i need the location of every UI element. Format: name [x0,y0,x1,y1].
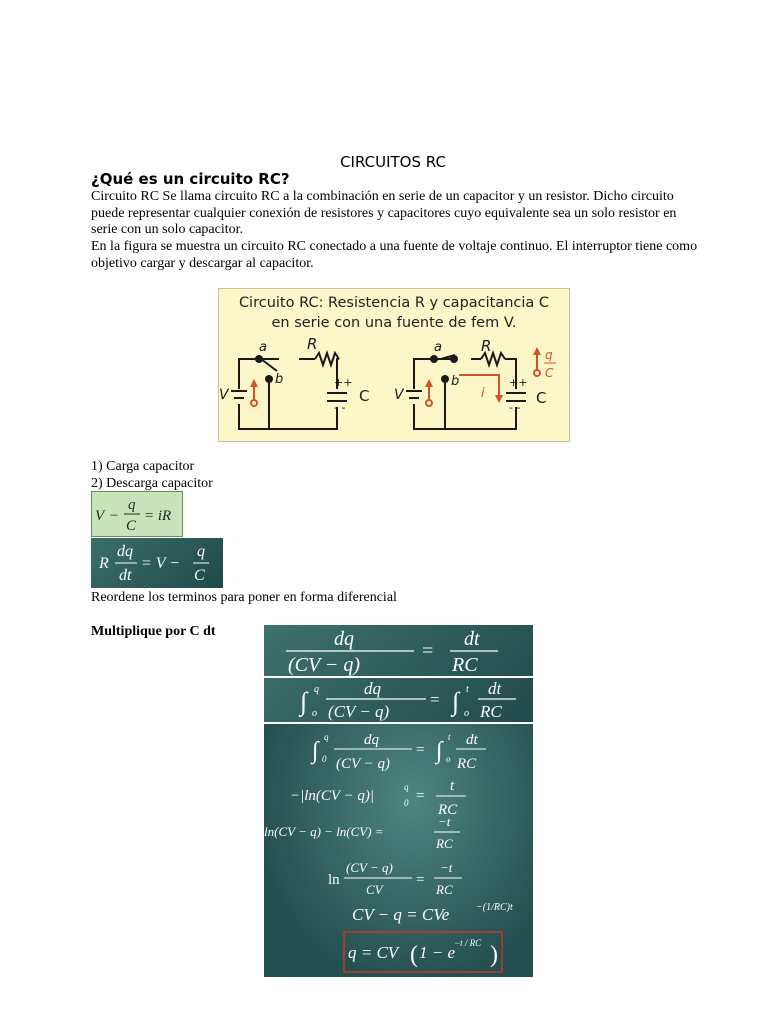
svg-text:dq: dq [117,543,133,560]
document-title: CIRCUITOS RC [340,153,446,171]
svg-text:q: q [324,732,329,742]
svg-text:o: o [312,708,317,719]
label-C-right: C [536,389,547,407]
svg-text:=: = [430,690,440,709]
svg-text:dt: dt [466,732,478,748]
svg-text:−|ln(CV − q)|: −|ln(CV − q)| [290,788,375,804]
svg-text:RC: RC [457,756,477,772]
svg-text:q: q [197,543,205,560]
svg-text:0: 0 [404,798,409,808]
label-minus-left: - - [334,401,346,414]
equation-kirchhoff-svg [92,492,182,536]
equation-derivation-svg [264,724,533,977]
label-minus-right: - - [509,401,521,414]
circuit-diagram [219,289,569,441]
svg-text:∫: ∫ [312,738,319,764]
figure-caption-line1: Circuito RC: Resistencia R y capacitancia C [238,295,550,311]
svg-text:ln: ln [328,872,340,888]
svg-text:C: C [126,518,137,534]
svg-text:(CV − q): (CV − q) [328,702,390,721]
equation-kirchhoff [91,491,183,537]
svg-text:q: q [314,684,319,695]
figure-caption-line2: en serie con una fuente de fem V. [271,315,517,331]
svg-text:dt: dt [119,567,132,584]
svg-text:o: o [464,708,469,719]
svg-text:(CV − q): (CV − q) [346,860,393,875]
svg-text:t: t [448,732,451,742]
circuit-figure [218,288,570,442]
svg-text:∫: ∫ [436,738,443,764]
svg-text:−t: −t [440,860,453,875]
svg-text:CV: CV [366,882,383,897]
list-item-discharge: 2) Descarga capacitor [91,476,213,491]
equation-differential [91,538,223,588]
list-item-charge: 1) Carga capacitor [91,459,195,474]
svg-text:= V −: = V − [141,555,181,572]
label-b-left: b [275,372,284,387]
svg-text:dq: dq [364,679,381,698]
svg-text:= iR: = iR [144,508,172,524]
svg-text:0: 0 [322,754,327,764]
svg-text:ln(CV − q) − ln(CV) =: ln(CV − q) − ln(CV) = [264,824,384,839]
svg-text:RC: RC [436,882,453,897]
multiply-instruction: Multiplique por C dt [91,624,216,639]
svg-text:t: t [466,684,469,695]
svg-text:dq: dq [334,628,354,650]
svg-text:(CV − q): (CV − q) [336,756,391,772]
svg-text:−(1/RC)t: −(1/RC)t [476,902,513,913]
svg-text:1 − e: 1 − e [419,943,456,962]
paragraph-definition: Circuito RC Se llama circuito RC a la combinación en serie de un capacitor y un resistor. Dicho circuito puede representar cualquier conexión de resistores y capacitores cuyo equivalente sea un solo resistor en serie con un solo capacitor. [91,189,677,237]
svg-text:(: ( [410,942,418,968]
label-R-left: R [307,335,318,353]
svg-text:CV − q = CVe: CV − q = CVe [352,905,450,924]
equation-derivation [264,724,533,977]
svg-text:RC: RC [438,802,458,818]
svg-text:o: o [446,754,451,764]
label-C-left: C [359,387,370,405]
svg-text:RC: RC [480,702,502,721]
equation-differential-svg [91,538,223,588]
equation-integral-setup [264,678,533,722]
label-a-left: a [259,340,267,355]
label-R-right: R [481,337,492,355]
svg-text:−t: −t [438,814,451,829]
svg-text:dt: dt [464,628,480,650]
label-b-right: b [451,374,460,389]
svg-text:(CV − q): (CV − q) [288,654,361,676]
equation-separated [264,625,533,676]
svg-text:=: = [416,742,425,758]
svg-text:=: = [416,872,425,888]
svg-text:R: R [99,555,109,572]
equation-integral-setup-svg [264,678,533,722]
svg-text:∫: ∫ [300,687,308,716]
svg-text:=: = [422,640,434,662]
label-V-left: V [219,387,229,403]
svg-text:∫: ∫ [452,687,460,716]
paragraph-figure-intro: En la figura se muestra un circuito RC conectado a una fuente de voltaje continuo. El interruptor tiene como objetivo cargar y descargar al capacitor. [91,239,698,271]
svg-text:q = CV: q = CV [348,943,399,962]
svg-text:dq: dq [364,732,379,748]
label-C-den: C [545,366,554,380]
svg-text:RC: RC [452,654,478,676]
label-plus-right: ++ [509,376,528,389]
svg-text:dt: dt [488,679,502,698]
equation-separated-svg [264,625,533,676]
svg-text:=: = [416,788,425,804]
svg-text:q: q [404,782,409,792]
label-plus-left: ++ [334,376,353,389]
svg-text:−: − [110,508,119,524]
svg-text:q: q [128,497,136,513]
svg-text:V: V [95,508,105,524]
svg-text:RC: RC [436,836,453,851]
label-V-right: V [394,387,404,403]
svg-text:t: t [450,778,455,794]
label-q-num: q [545,348,553,362]
svg-text:): ) [490,942,498,968]
svg-text:C: C [194,567,205,584]
label-a-right: a [434,340,442,355]
svg-text:−t / RC: −t / RC [454,938,482,948]
label-i: i [481,386,485,401]
reorder-instruction: Reordene los terminos para poner en forma diferencial [91,590,397,605]
section-heading: ¿Qué es un circuito RC? [91,170,290,188]
